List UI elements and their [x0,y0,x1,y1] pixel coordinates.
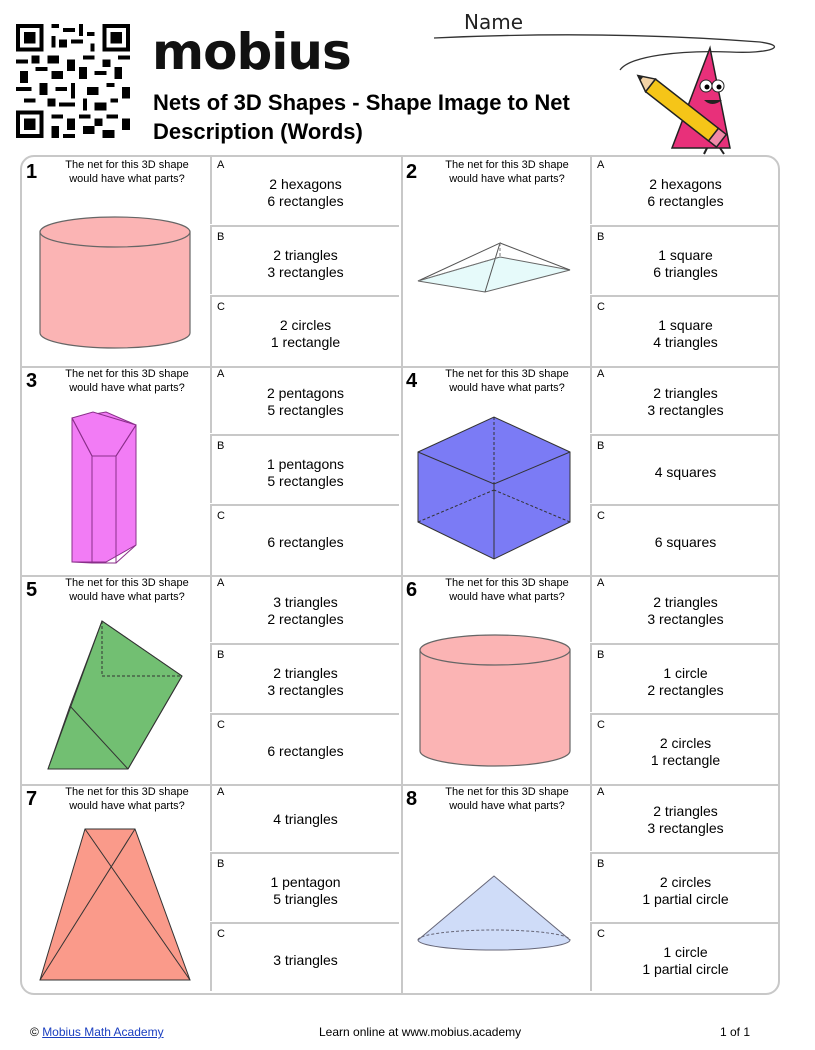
option-letter: C [597,928,605,940]
option-line: 1 circle [663,943,708,960]
option-line: 4 triangles [273,811,338,827]
question-prompt: The net for this 3D shape would have what parts? [445,577,569,603]
answer-option-b[interactable] [210,434,399,503]
page-indicator: 1 of 1 [720,1025,751,1039]
option-letter: A [597,368,605,380]
option-text [212,573,399,642]
option-text [212,364,399,433]
option-line: 1 partial circle [642,960,729,977]
option-line: 6 rectangles [267,534,344,550]
question-6 [400,573,779,782]
footer-copyright [30,1025,164,1039]
question-number: 2 [406,161,418,183]
option-line: 3 rectangles [267,263,344,280]
option-line: 6 rectangles [647,192,724,209]
option-line: 6 rectangles [267,192,344,209]
option-letter: B [217,440,225,452]
option-line: 5 rectangles [267,401,344,418]
option-line: 1 square [658,246,713,263]
option-text [592,364,779,433]
option-letter: B [597,858,605,870]
answer-option-b[interactable] [590,434,779,503]
option-text [212,782,399,851]
copyright-symbol: © [30,1025,39,1039]
question-3 [20,364,399,573]
option-line: 2 circles [279,316,332,333]
option-letter: B [597,440,605,452]
answer-option-b[interactable] [590,852,779,921]
option-letter: A [217,786,225,798]
answer-option-a[interactable] [210,155,399,224]
option-letter: B [597,649,605,661]
option-text [592,573,779,642]
option-line: 1 pentagon [270,873,341,890]
option-text [592,924,779,991]
option-line: 1 circle [663,664,708,681]
question-number: 4 [406,370,418,392]
option-letter: C [217,510,225,522]
option-line: 3 rectangles [267,681,344,698]
option-line: 4 squares [654,464,717,480]
option-letter: A [597,577,605,589]
option-text [212,715,399,782]
name-label: Name [464,10,524,34]
question-1 [20,155,399,364]
option-line: 6 squares [654,534,717,550]
option-line: 2 rectangles [267,610,344,627]
option-letter: C [597,719,605,731]
option-line: 2 pentagons [266,384,345,401]
question-number: 3 [26,370,38,392]
answer-option-c[interactable] [590,504,779,573]
answer-option-b[interactable] [210,225,399,294]
answer-option-a[interactable] [590,155,779,224]
option-line: 6 rectangles [267,743,344,759]
option-line: 1 rectangle [650,751,721,768]
answer-option-a[interactable] [210,782,399,851]
option-text [212,227,399,294]
option-letter: C [597,301,605,313]
question-prompt: The net for this 3D shape would have what parts? [445,786,569,812]
question-5 [20,573,399,782]
mobius-logo: mobius [152,23,351,81]
option-line: 3 triangles [273,593,338,610]
option-line: 2 circles [659,873,712,890]
question-prompt: The net for this 3D shape would have what parts? [445,368,569,394]
worksheet-title: Nets of 3D Shapes - Shape Image to Net Description (Words) [153,90,570,144]
question-prompt: The net for this 3D shape would have what parts? [65,786,189,812]
question-7 [20,782,399,991]
option-text [212,854,399,921]
cylinder-icon [400,613,590,781]
option-text [212,155,399,224]
option-line: 2 circles [659,734,712,751]
option-letter: C [217,719,225,731]
option-text [212,436,399,503]
option-text [592,645,779,712]
answer-option-c[interactable] [210,713,399,782]
cone-icon [400,822,590,990]
option-text [592,297,779,364]
question-8 [400,782,779,991]
option-line: 1 partial circle [642,890,729,907]
option-letter: C [217,301,225,313]
answer-option-a[interactable] [590,782,779,851]
option-line: 2 triangles [653,384,718,401]
question-number: 7 [26,788,38,810]
option-text [212,506,399,573]
cube-icon [400,404,590,572]
square-pyramid-icon [400,195,590,363]
option-text [592,782,779,851]
option-text [212,924,399,991]
option-line: 5 rectangles [267,472,344,489]
option-letter: A [597,786,605,798]
answer-option-c[interactable] [590,713,779,782]
answer-option-a[interactable] [590,364,779,433]
question-number: 5 [26,579,38,601]
option-letter: B [217,858,225,870]
answer-option-c[interactable] [210,922,399,991]
option-letter: A [217,159,225,171]
option-text [592,854,779,921]
option-letter: B [217,231,225,243]
option-text [212,297,399,364]
question-prompt: The net for this 3D shape would have what parts? [445,159,569,185]
option-line: 3 rectangles [647,401,724,418]
question-prompt: The net for this 3D shape would have what parts? [65,368,189,394]
option-line: 3 rectangles [647,610,724,627]
question-prompt: The net for this 3D shape would have what parts? [65,159,189,185]
option-text [212,645,399,712]
question-number: 6 [406,579,418,601]
option-letter: B [217,649,225,661]
option-letter: A [217,368,225,380]
pentagonal-prism-icon [20,404,210,572]
option-line: 2 hexagons [269,175,342,192]
answer-option-c[interactable] [210,295,399,364]
answer-option-c[interactable] [590,295,779,364]
option-text [592,227,779,294]
option-text [592,715,779,782]
option-line: 1 pentagons [266,455,345,472]
option-line: 2 hexagons [649,175,722,192]
pencil-mascot-icon [612,40,737,155]
option-text [592,506,779,573]
answer-option-b[interactable] [210,643,399,712]
question-number: 1 [26,161,38,183]
tetrahedron-icon [20,822,210,990]
option-line: 2 rectangles [647,681,724,698]
question-prompt: The net for this 3D shape would have what parts? [65,577,189,603]
option-line: 2 triangles [273,664,338,681]
answer-option-a[interactable] [210,573,399,642]
footer-academy-link[interactable]: Mobius Math Academy [42,1025,164,1039]
question-4 [400,364,779,573]
answer-option-c[interactable] [210,504,399,573]
answer-option-a[interactable] [210,364,399,433]
triangular-prism-icon [20,613,210,781]
option-line: 3 triangles [273,952,338,968]
answer-option-c[interactable] [590,922,779,991]
option-text [592,436,779,503]
option-line: 1 square [658,316,713,333]
cylinder-icon [20,195,210,363]
option-line: 1 rectangle [270,333,341,350]
option-letter: C [217,928,225,940]
answer-option-b[interactable] [210,852,399,921]
option-line: 6 triangles [653,263,718,280]
option-line: 2 triangles [653,593,718,610]
answer-option-b[interactable] [590,643,779,712]
footer-learn-online: Learn online at www.mobius.academy [319,1025,522,1039]
option-letter: A [597,159,605,171]
qr-code [16,24,130,138]
option-text [592,155,779,224]
option-line: 3 rectangles [647,819,724,836]
option-letter: A [217,577,225,589]
option-line: 5 triangles [273,890,338,907]
answer-option-a[interactable] [590,573,779,642]
option-letter: B [597,231,605,243]
answer-option-b[interactable] [590,225,779,294]
question-2 [400,155,779,364]
option-letter: C [597,510,605,522]
option-line: 4 triangles [653,333,718,350]
option-line: 2 triangles [273,246,338,263]
question-number: 8 [406,788,418,810]
option-line: 2 triangles [653,802,718,819]
